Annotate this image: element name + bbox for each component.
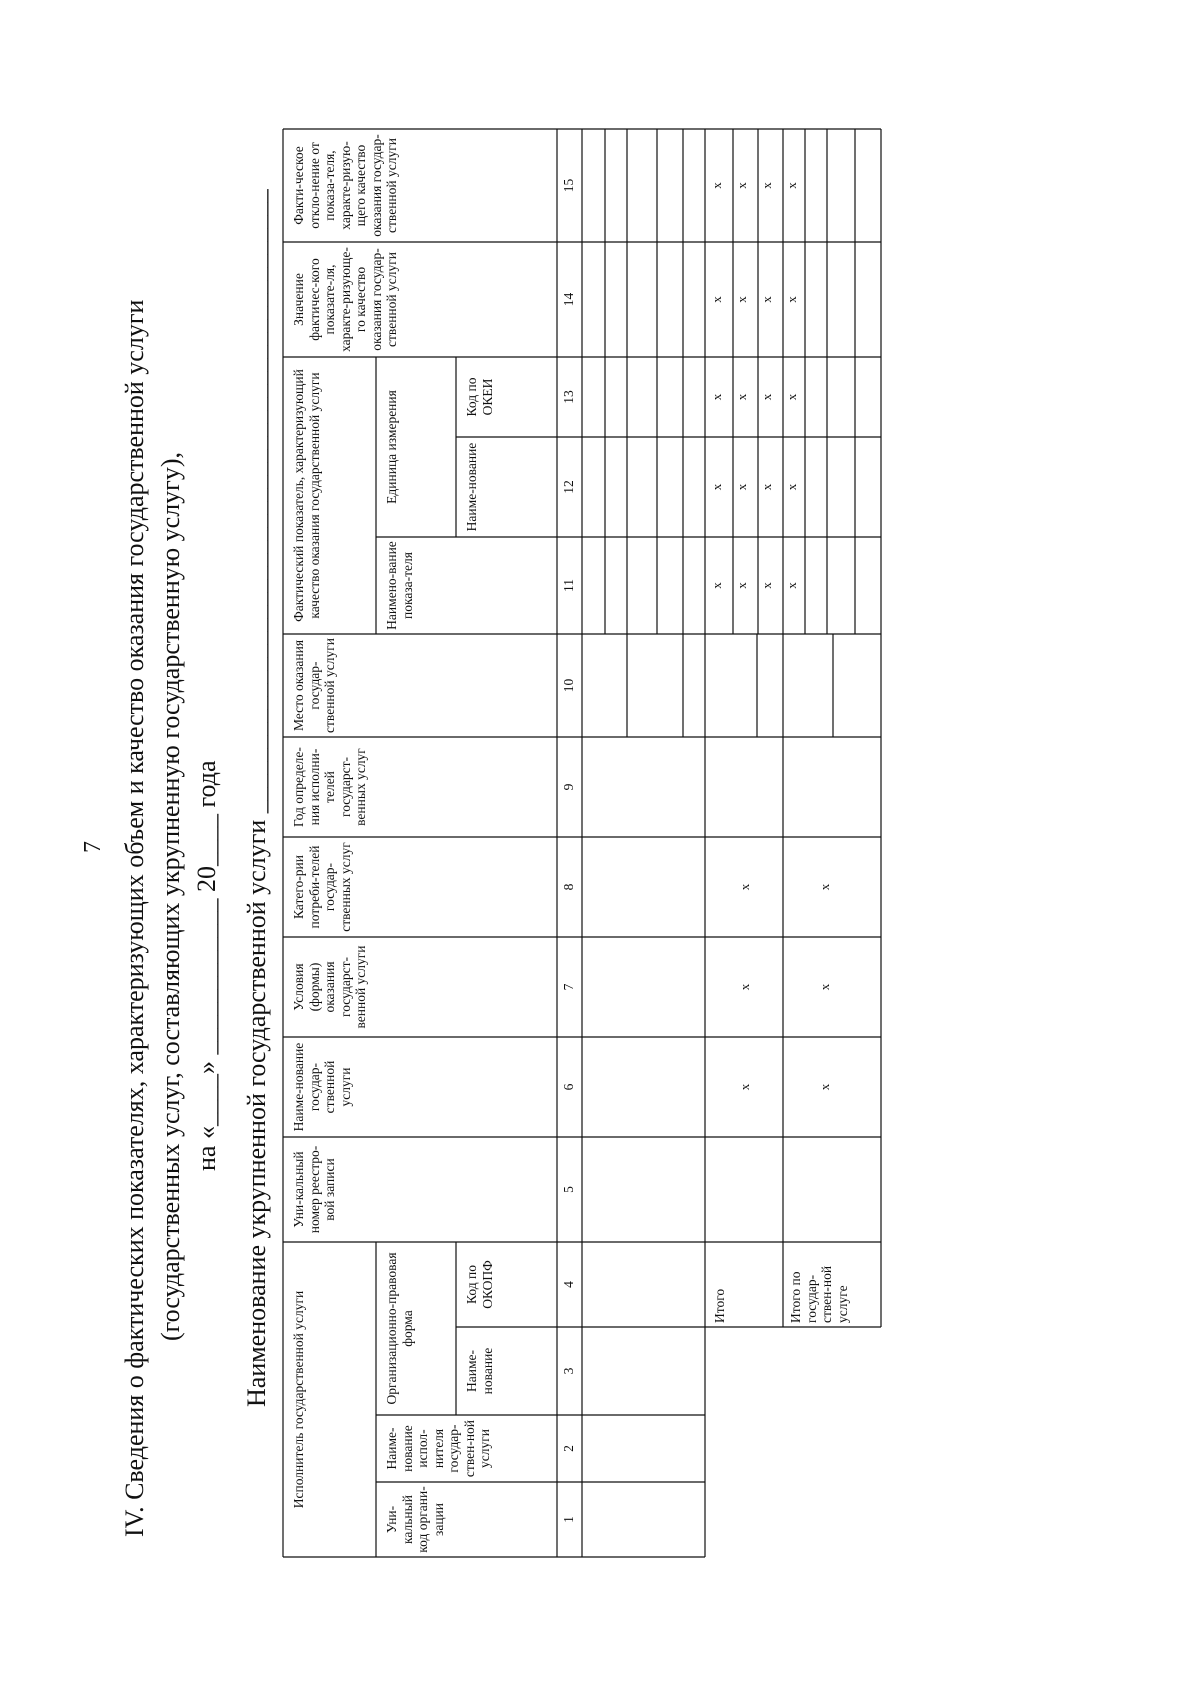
column-number-12: 12 <box>561 480 576 494</box>
executor-group-header: Исполнитель государственной услуги <box>291 1290 306 1509</box>
indicator-x-col-12-row-4: x <box>784 483 799 491</box>
total-x-col-6: x <box>817 1083 832 1091</box>
indicator-x-col-13-row-1: x <box>709 393 724 401</box>
report-date-line: на «____» ____________ 20____ года <box>192 760 221 1171</box>
column-number-3: 3 <box>561 1367 576 1375</box>
actual-deviation-header: Факти-ческое откло-нение от показа-теля, характе-ризую-щего качество оказания государ-ственной услуги <box>291 134 399 237</box>
column-number-9: 9 <box>561 783 576 791</box>
indicator-x-col-14-row-2: x <box>734 296 749 303</box>
indicator-x-col-13-row-4: x <box>784 393 799 401</box>
okei-code-header: Код по ОКЕИ <box>464 377 495 417</box>
column-number-7: 7 <box>561 983 576 991</box>
column-number-15: 15 <box>561 178 576 193</box>
actual-value-header: Значение фактичес-кого показате-ля, характе-ризующе-го качество оказания государ-ственной услуги <box>291 247 399 352</box>
indicator-x-col-13-row-3: x <box>759 393 774 401</box>
indicator-x-col-12-row-3: x <box>759 483 774 491</box>
column-number-2: 2 <box>561 1445 576 1452</box>
indicator-name-header: Наимено-вание показа-теля <box>384 541 415 630</box>
subtotal-x-col-7: x <box>737 983 752 991</box>
indicator-x-col-13-row-2: x <box>734 393 749 401</box>
total-x-col-7: x <box>817 983 832 991</box>
executor-name-header: Наиме-нование испол-нителя государ-ствен-ной услуги <box>384 1419 492 1478</box>
indicator-x-col-15-row-4: x <box>784 182 799 189</box>
executor-year-header: Год определе-ния исполни-телей государст-венных услуг <box>291 747 368 827</box>
section-subtitle: (государственных услуг, составляющих укрупненную государственную услугу), <box>156 452 185 1341</box>
indicator-x-col-15-row-3: x <box>759 182 774 189</box>
column-number-5: 5 <box>561 1186 576 1193</box>
indicator-x-col-15-row-1: x <box>709 182 724 189</box>
legal-form-name-header: Наиме-нование <box>464 1347 495 1395</box>
indicator-x-col-11-row-4: x <box>784 582 799 589</box>
okopf-code-header: Код по ОКОПФ <box>464 1260 495 1309</box>
unit-name-header: Наиме-нование <box>464 442 479 532</box>
column-number-13: 13 <box>561 390 576 404</box>
column-number-1: 1 <box>561 1516 576 1523</box>
service-name-header: Наиме-нование государ-ственной услуги <box>291 1042 353 1132</box>
subtotal-label: Итого <box>712 1288 727 1323</box>
column-number-6: 6 <box>561 1083 576 1091</box>
unique-code-header: Уни-кальный код органи-зации <box>384 1486 446 1553</box>
indicator-x-col-14-row-1: x <box>709 296 724 303</box>
indicator-x-col-11-row-3: x <box>759 582 774 589</box>
indicator-x-col-11-row-1: x <box>709 582 724 589</box>
service-conditions-header: Условия (формы) оказания государст-венной услуги <box>291 945 368 1029</box>
indicator-x-col-15-row-2: x <box>734 182 749 189</box>
column-number-14: 14 <box>561 292 576 307</box>
indicator-x-col-14-row-3: x <box>759 296 774 303</box>
column-number-11: 11 <box>561 579 576 592</box>
section-title: IV. Сведения о фактических показателях, характеризующих объем и качество оказания государственной услуги <box>120 299 149 1537</box>
column-number-8: 8 <box>561 883 576 891</box>
unit-group-header: Единица измерения <box>384 390 399 504</box>
total-x-col-8: x <box>817 883 832 891</box>
indicator-x-col-14-row-4: x <box>784 296 799 303</box>
total-label: Итого по государ-ствен-ной услуге <box>788 1265 850 1323</box>
column-number-4: 4 <box>561 1281 576 1288</box>
page-number: 7 <box>80 841 106 853</box>
indicator-x-col-12-row-2: x <box>734 483 749 491</box>
indicator-x-col-11-row-2: x <box>734 582 749 589</box>
consumer-categories-header: Катего-рии потреби-телей государ-ственных услуг <box>291 842 353 932</box>
registry-number-header: Уни-кальный номер реестро-вой записи <box>291 1145 337 1234</box>
service-place-header: Место оказания государ-ственной услуги <box>291 638 337 733</box>
column-number-10: 10 <box>561 678 576 693</box>
indicator-x-col-12-row-1: x <box>709 483 724 491</box>
service-name-label: Наименование укрупненной государственной услуги ________________________________________________ <box>242 189 271 1407</box>
subtotal-x-col-8: x <box>737 883 752 891</box>
quality-indicator-header: Фактический показатель, характеризующий качество оказания государственной услуги <box>291 369 322 622</box>
legal-form-header: Организационно-правовая форма <box>384 1252 415 1405</box>
subtotal-x-col-6: x <box>737 1083 752 1091</box>
